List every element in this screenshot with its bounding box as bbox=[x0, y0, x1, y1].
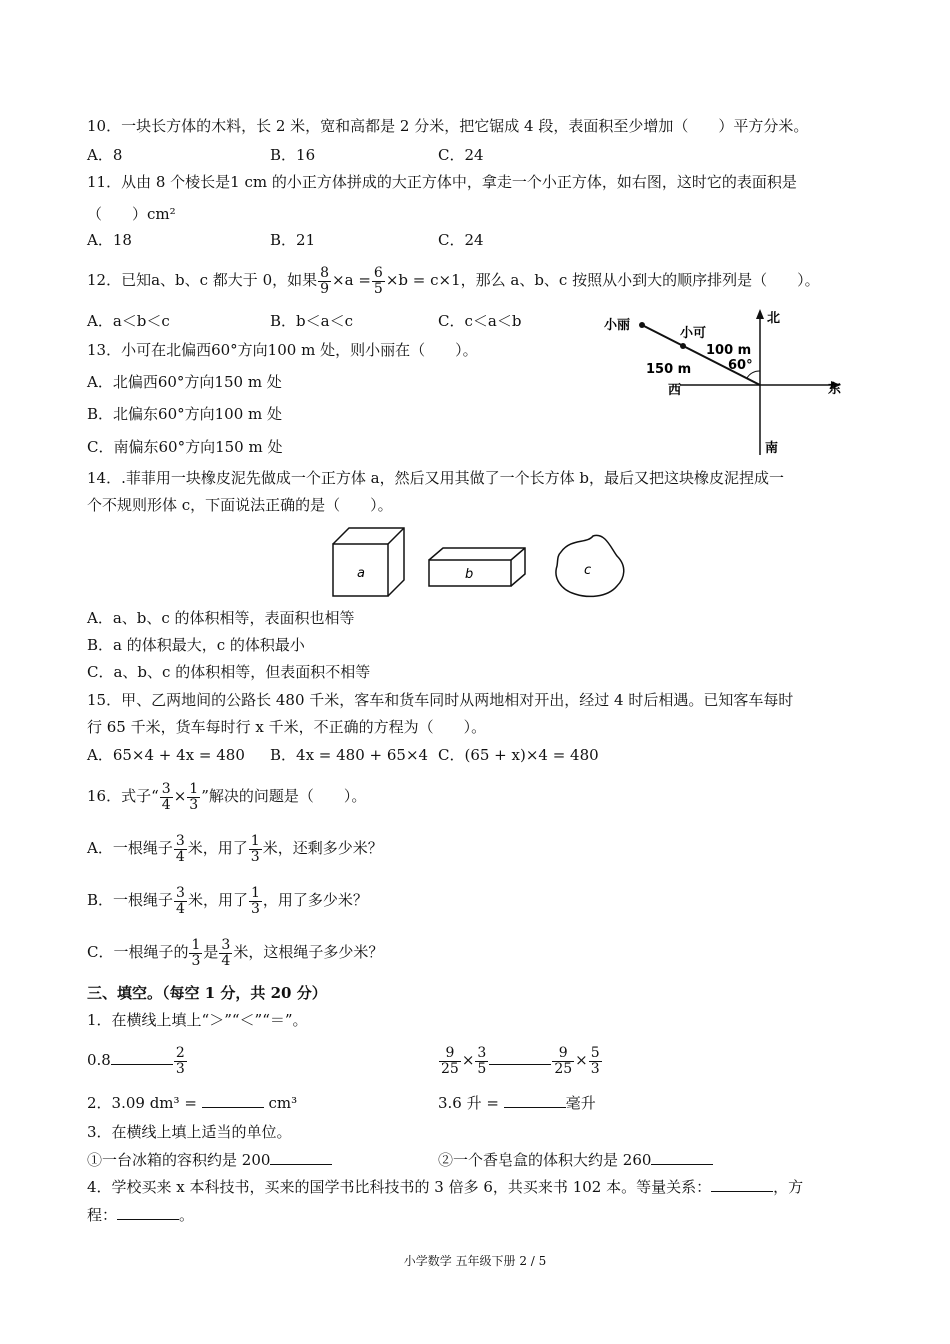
fill2-left-blank[interactable] bbox=[202, 1093, 264, 1108]
fraction-8-9 bbox=[318, 266, 331, 297]
fill1-right-blank[interactable] bbox=[489, 1050, 551, 1065]
fill2-right-text: 3.6 升 = bbox=[438, 1094, 499, 1112]
frac-num: 1 bbox=[250, 884, 260, 901]
q11-option-a: A．18 bbox=[87, 231, 132, 249]
q12-mid2: ×b = c×1，那么 a、b、c 按照从小到大的顺序排列是（ ）。 bbox=[385, 271, 820, 289]
irregular-c bbox=[556, 535, 624, 596]
label-north: 北 bbox=[767, 311, 781, 326]
q16-b-part1: B．一根绳子 bbox=[87, 891, 174, 909]
q12-mid1: ×a = bbox=[332, 271, 371, 289]
fill3-left-blank[interactable] bbox=[270, 1150, 332, 1165]
frac-num: 2 bbox=[175, 1044, 185, 1061]
label-100m: 100 m bbox=[706, 343, 752, 358]
label-b: b bbox=[465, 567, 474, 582]
frac-num: 3 bbox=[477, 1044, 487, 1061]
q16-text: 16．式子“ $\frac{3}{4}$ × $\frac{1}{3}$ ”解决的问题是（ ）。 bbox=[87, 780, 367, 813]
cube-a bbox=[333, 528, 404, 596]
fill3-right-text: ②一个香皂盒的体积大约是 260 bbox=[438, 1151, 652, 1169]
fill2-left bbox=[87, 1093, 297, 1113]
frac-num: 3 bbox=[161, 780, 171, 797]
frac-den: 4 bbox=[221, 952, 231, 969]
fill1-left-blank[interactable] bbox=[111, 1050, 173, 1065]
q13-option-b: B．北偏东60°方向100 m 处 bbox=[87, 405, 283, 423]
frac-den: 3 bbox=[590, 1060, 600, 1077]
fraction-3-4 bbox=[174, 886, 187, 917]
q10-option-c: C．24 bbox=[438, 146, 484, 164]
frac-num: 9 bbox=[439, 1046, 461, 1062]
label-150m: 150 m bbox=[646, 362, 692, 377]
fill3-text: 3．在横线上填上适当的单位。 bbox=[87, 1123, 292, 1141]
frac-num: 6 bbox=[373, 264, 383, 281]
page-footer: 小学数学 五年级下册 2 / 5 bbox=[403, 1254, 547, 1268]
label-angle: 60° bbox=[728, 358, 753, 373]
label-south: 南 bbox=[765, 441, 779, 456]
q14-option-b: B．a 的体积最大，c 的体积最小 bbox=[87, 636, 305, 654]
fill4-text-1: 4．学校买来 x 本科技书，买来的国学书比科技书的 3 倍多 6，共买来书 102 本。等量关系： bbox=[87, 1178, 712, 1196]
xiaoli-point bbox=[639, 322, 645, 328]
xiaoke-point bbox=[680, 343, 686, 349]
q12-option-a: A．a＜b＜c bbox=[87, 312, 170, 330]
north-arrow-icon bbox=[756, 309, 764, 319]
q15-text-1: 15．甲、乙两地间的公路长 480 千米，客车和货车同时从两地相对开出，经过 4 时后相遇。已知客车每时 bbox=[87, 691, 794, 709]
q15-text-2: 行 65 千米，货车每时行 x 千米，不正确的方程为（ ）。 bbox=[87, 718, 487, 736]
q14-text-2: 个不规则形体 c，下面说法正确的是（ ）。 bbox=[87, 496, 393, 514]
q12-text bbox=[87, 262, 820, 298]
q16-option-a bbox=[87, 830, 383, 866]
fill2-left-unit: cm³ bbox=[268, 1094, 298, 1112]
fill1-left bbox=[87, 1040, 188, 1080]
q15-option-b: B．4x = 480 + 65×4 bbox=[270, 746, 429, 764]
frac-den: 4 bbox=[161, 796, 171, 813]
fraction-3-4 bbox=[174, 834, 187, 865]
q13-option-a: A．北偏西60°方向150 m 处 bbox=[87, 373, 282, 391]
fill4-text-2: 程： bbox=[87, 1206, 118, 1224]
q16-c-part1: C．一根绳子的 bbox=[87, 943, 189, 961]
fill3-left bbox=[87, 1150, 332, 1170]
fill2-right-blank[interactable] bbox=[504, 1093, 566, 1108]
q13-text: 13．小可在北偏西60°方向100 m 处，则小丽在（ ）。 bbox=[87, 341, 478, 359]
fill3-left-text: ①一台冰箱的容积约是 200 bbox=[87, 1151, 271, 1169]
fraction-9-25 bbox=[552, 1046, 574, 1077]
fraction-3-4 bbox=[219, 938, 232, 969]
frac-num: 3 bbox=[221, 936, 231, 953]
label-east: 东 bbox=[828, 382, 842, 397]
fraction-1-3 bbox=[249, 834, 262, 865]
fraction-9-25 bbox=[439, 1046, 461, 1077]
fill4-equation-blank[interactable] bbox=[117, 1205, 179, 1220]
q11-text: 11．从由 8 个棱长是1 cm 的小正方体拼成的大正方体中，拿走一个小正方体，如右图，这时它的表面积是 bbox=[87, 173, 797, 191]
frac-num: 5 bbox=[590, 1044, 600, 1061]
q16-option-c bbox=[87, 934, 383, 970]
fraction-1-3 bbox=[189, 938, 202, 969]
q13-option-c: C．南偏东60°方向150 m 处 bbox=[87, 438, 283, 456]
q15-option-a: A．65×4 + 4x = 480 bbox=[87, 746, 245, 764]
frac-den: 4 bbox=[175, 848, 185, 865]
fill1-text: 1．在横线上填上“＞”“＜”“＝”。 bbox=[87, 1011, 308, 1029]
fraction-3-4 bbox=[160, 782, 173, 813]
frac-den: 5 bbox=[373, 280, 383, 297]
label-xiaoke: 小可 bbox=[680, 326, 707, 341]
q12-prefix: 12．已知a、b、c 都大于 0，如果 bbox=[87, 271, 318, 289]
frac-num: 1 bbox=[189, 780, 199, 797]
fill2-left-text: 2．3.09 dm³ = bbox=[87, 1094, 197, 1112]
frac-den: 25 bbox=[441, 1060, 459, 1077]
label-c: c bbox=[584, 563, 592, 578]
fill4-relation-blank[interactable] bbox=[711, 1177, 773, 1192]
fill2-right-unit: 毫升 bbox=[565, 1094, 596, 1112]
frac-den: 3 bbox=[250, 900, 260, 917]
frac-num: 8 bbox=[320, 264, 330, 281]
frac-den: 9 bbox=[320, 280, 330, 297]
q12-option-c: C．c＜a＜b bbox=[438, 312, 522, 330]
frac-num: 3 bbox=[176, 884, 185, 901]
q16-b-part2: 米，用了 bbox=[187, 891, 248, 909]
frac-num: 3 bbox=[175, 832, 185, 849]
q16-b-part3: ，用了多少米？ bbox=[262, 891, 368, 909]
fraction-2-3 bbox=[174, 1046, 187, 1077]
q15-option-c: C．(65 + x)×4 = 480 bbox=[438, 746, 599, 764]
fill4-line-1 bbox=[87, 1177, 803, 1197]
shapes-figure bbox=[325, 522, 630, 604]
q16-c-part2: 是 bbox=[203, 943, 219, 961]
q16-suffix: ”解决的问题是（ ）。 bbox=[201, 787, 367, 805]
fill3-right bbox=[438, 1150, 713, 1170]
q14-option-a: A．a、b、c 的体积相等，表面积也相等 bbox=[87, 609, 355, 627]
fill1-right: $\frac{9}{25}$ × $\frac{3}{5}$ $\frac{9}{25}$ × $\frac{5}{3}$ bbox=[441, 1044, 600, 1077]
frac-num: 1 bbox=[191, 936, 201, 953]
fraction-5-3 bbox=[589, 1046, 602, 1077]
frac-den: 3 bbox=[191, 952, 201, 969]
fraction-1-3 bbox=[249, 886, 262, 917]
q12-option-b: B．b＜a＜c bbox=[270, 312, 353, 330]
fraction-6-5 bbox=[372, 266, 385, 297]
q10-text: 10．一块长方体的木料，长 2 米，宽和高都是 2 分米，把它锯成 4 段，表面积至少增加（ ）平方分米。 bbox=[87, 117, 809, 135]
frac-den: 25 bbox=[554, 1060, 573, 1077]
q16-c-part3: 米，这根绳子多少米？ bbox=[233, 943, 384, 961]
fraction-1-3 bbox=[187, 782, 200, 813]
label-a: a bbox=[357, 566, 365, 581]
frac-den: 5 bbox=[477, 1060, 487, 1077]
q10-option-b: B．16 bbox=[270, 146, 316, 164]
cuboid-b bbox=[429, 548, 525, 586]
q11-text-2: （ ）cm² bbox=[87, 205, 176, 223]
q10-option-a: A．8 bbox=[87, 146, 123, 164]
q16-a-part1: A．一根绳子 bbox=[87, 839, 173, 857]
q16-option-b bbox=[87, 882, 368, 918]
q16-a-part3: 米，还剩多少米？ bbox=[262, 839, 383, 857]
fill3-right-blank[interactable] bbox=[651, 1150, 713, 1165]
label-west: 西 bbox=[668, 383, 682, 398]
q11-option-c: C．24 bbox=[438, 231, 484, 249]
fill4-text-1b: ，方 bbox=[773, 1178, 804, 1196]
direction-map bbox=[600, 305, 850, 460]
frac-den: 3 bbox=[189, 796, 199, 813]
frac-den: 3 bbox=[250, 848, 260, 865]
q14-option-c: C．a、b、c 的体积相等，但表面积不相等 bbox=[87, 663, 371, 681]
fill1-left-value: 0.8 bbox=[87, 1051, 111, 1069]
q11-option-b: B．21 bbox=[270, 231, 316, 249]
fill2-right bbox=[438, 1093, 596, 1113]
fill4-line-2: 程： 。 bbox=[87, 1206, 195, 1224]
frac-den: 4 bbox=[176, 900, 185, 917]
q14-text-1: 14．.菲菲用一块橡皮泥先做成一个正方体 a，然后又用其做了一个长方体 b，最后又把这块橡皮泥捏成一 bbox=[87, 469, 784, 487]
section-3-title: 三、填空。（每空 1 分，共 20 分） bbox=[87, 984, 327, 1002]
frac-den: 3 bbox=[175, 1060, 185, 1077]
frac-num: 9 bbox=[552, 1046, 574, 1062]
q16-a-part2: 米，用了 bbox=[187, 839, 248, 857]
label-xiaoli: 小丽 bbox=[604, 318, 631, 333]
q16-prefix: 16．式子“ bbox=[87, 787, 159, 805]
frac-num: 1 bbox=[250, 832, 260, 849]
fraction-3-5 bbox=[475, 1046, 488, 1077]
